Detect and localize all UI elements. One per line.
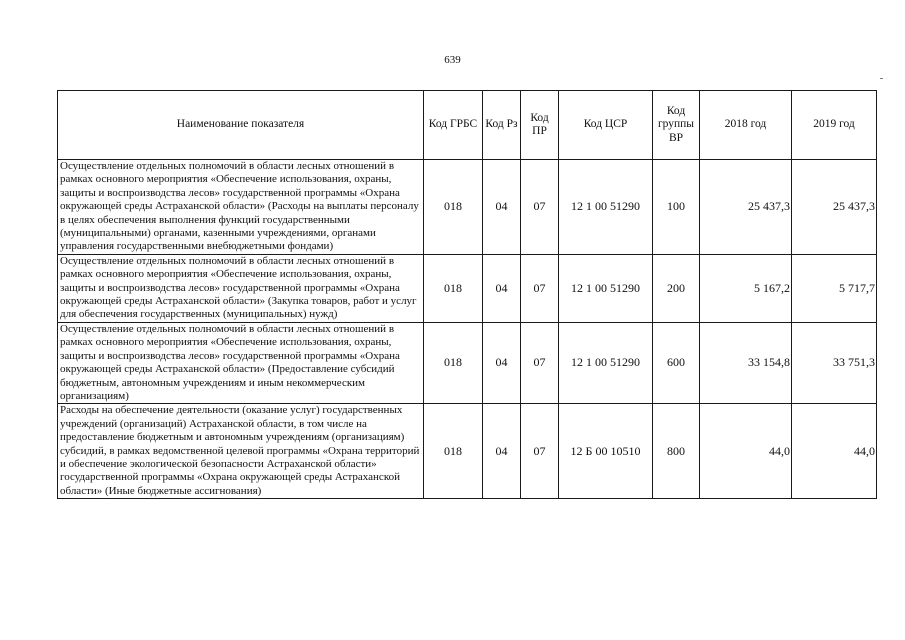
table-row	[58, 254, 877, 322]
row-2018: 33 154,8	[700, 322, 792, 403]
row-vr: 800	[653, 404, 700, 499]
header-csr: Код ЦСР	[559, 91, 653, 160]
row-pr: 07	[521, 160, 559, 255]
row-pr: 07	[521, 404, 559, 499]
table-row	[58, 404, 877, 499]
row-2019: 5 717,7	[792, 254, 877, 322]
header-row	[58, 91, 877, 160]
row-vr: 600	[653, 322, 700, 403]
row-pr: 07	[521, 322, 559, 403]
row-2019: 25 437,3	[792, 160, 877, 255]
row-grbs: 018	[424, 322, 483, 403]
row-csr: 12 1 00 51290	[559, 254, 653, 322]
header-rz: Код Рз	[483, 91, 521, 160]
row-2018: 25 437,3	[700, 160, 792, 255]
row-name: Осуществление отдельных полномочий в области лесных отношений в рамках основного мероприятия «Обеспечение использования, охраны, защиты и воспроизводства лесов» государственной программы «Охрана окружающей среды Астраханской области» (Закупка товаров, работ и услуг для обеспечения государственных (муниципальных) нужд)	[58, 254, 424, 322]
table-row	[58, 322, 877, 403]
row-rz: 04	[483, 160, 521, 255]
row-csr: 12 Б 00 10510	[559, 404, 653, 499]
header-2018: 2018 год	[700, 91, 792, 160]
row-vr: 200	[653, 254, 700, 322]
header-2019: 2019 год	[792, 91, 877, 160]
row-name: Расходы на обеспечение деятельности (оказание услуг) государственных учреждений (организаций) Астраханской области, в том числе на предоставление бюджетным и автономным учреждениям (организациям) субсидий, в рамках ведомственной целевой программы «Охрана территорий и обеспечение экологической безопасности Астраханской области» государственной программы «Охрана окружающей среды Астраханской области» (Иные бюджетные ассигнования)	[58, 404, 424, 499]
header-name: Наименование показателя	[58, 91, 424, 160]
header-grbs: Код ГРБС	[424, 91, 483, 160]
table-row	[58, 160, 877, 255]
page-number: 639	[444, 54, 461, 66]
budget-table	[57, 90, 877, 499]
header-pr: Код ПР	[521, 91, 559, 160]
row-2019: 44,0	[792, 404, 877, 499]
row-grbs: 018	[424, 160, 483, 255]
row-name: Осуществление отдельных полномочий в области лесных отношений в рамках основного мероприятия «Обеспечение использования, охраны, защиты и воспроизводства лесов» государственной программы «Охрана окружающей среды Астраханской области» (Предоставление субсидий бюджетным, автономным учреждениям и иным некоммерческим организациям)	[58, 322, 424, 403]
row-vr: 100	[653, 160, 700, 255]
row-name: Осуществление отдельных полномочий в области лесных отношений в рамках основного мероприятия «Обеспечение использования, охраны, защиты и воспроизводства лесов» государственной программы «Охрана окружающей среды Астраханской области» (Расходы на выплаты персоналу в целях обеспечения выполнения функций государственными (муниципальными) органами, казенными учреждениями, органами управления государственными внебюджетными фондами)	[58, 160, 424, 255]
row-csr: 12 1 00 51290	[559, 160, 653, 255]
row-rz: 04	[483, 322, 521, 403]
row-csr: 12 1 00 51290	[559, 322, 653, 403]
scan-mark	[880, 78, 883, 79]
row-rz: 04	[483, 254, 521, 322]
row-rz: 04	[483, 404, 521, 499]
row-grbs: 018	[424, 254, 483, 322]
row-2019: 33 751,3	[792, 322, 877, 403]
row-2018: 5 167,2	[700, 254, 792, 322]
header-vr: Код группы ВР	[653, 91, 700, 160]
row-pr: 07	[521, 254, 559, 322]
row-grbs: 018	[424, 404, 483, 499]
row-2018: 44,0	[700, 404, 792, 499]
